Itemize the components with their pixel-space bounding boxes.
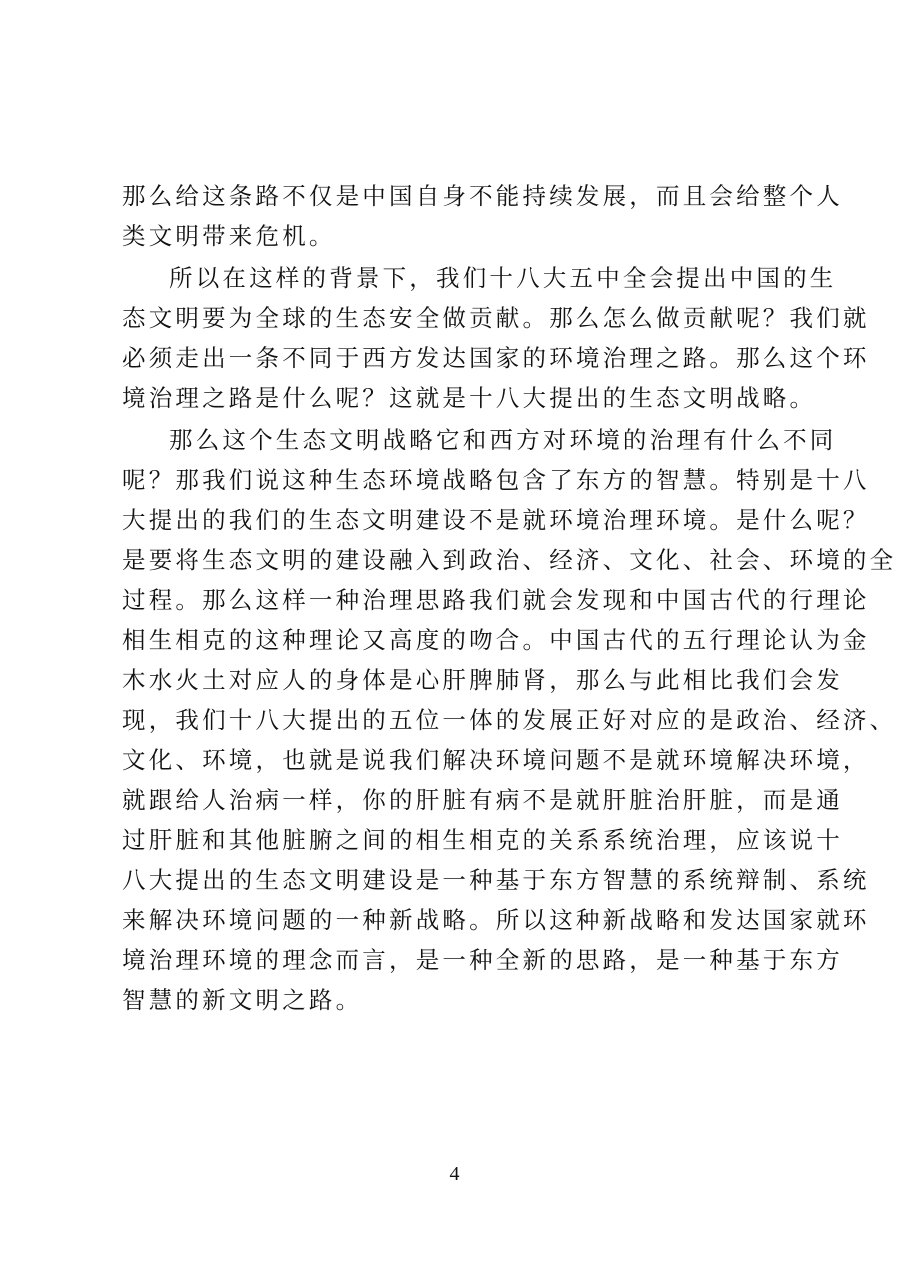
- text-line-3: 所以在这样的背景下，我们十八大五中全会提出中国的生: [169, 264, 837, 292]
- text-line-20: 境治理环境的理念而言，是一种全新的思路，是一种基于东方: [122, 946, 843, 974]
- text-line-12: 相生相克的这种理论又高度的吻合。中国古代的五行理论认为金: [122, 626, 870, 654]
- page-number: 4: [449, 1163, 460, 1185]
- text-line-6: 境治理之路是什么呢？这就是十八大提出的生态文明战略。: [122, 384, 817, 412]
- text-line-11: 过程。那么这样一种治理思路我们就会发现和中国古代的行理论: [122, 586, 870, 614]
- text-line-10: 是要将生态文明的建设融入到政治、经济、文化、社会、环境的全: [122, 546, 897, 574]
- body-text: [122, 176, 897, 1020]
- text-line-19: 来解决环境问题的一种新战略。所以这种新战略和发达国家就环: [122, 906, 870, 934]
- text-line-7: 那么这个生态文明战略它和西方对环境的治理有什么不同: [169, 426, 837, 454]
- text-line-21: 智慧的新文明之路。: [122, 986, 363, 1014]
- text-line-5: 必须走出一条不同于西方发达国家的环境治理之路。那么这个环: [122, 344, 870, 372]
- text-line-9: 大提出的我们的生态文明建设不是就环境治理环境。是什么呢？: [122, 506, 870, 534]
- text-line-2: 类文明带来危机。: [122, 222, 336, 250]
- text-line-15: 文化、环境，也就是说我们解决环境问题不是就环境解决环境，: [122, 746, 870, 774]
- text-line-18: 八大提出的生态文明建设是一种基于东方智慧的系统辩制、系统: [122, 866, 870, 894]
- text-line-4: 态文明要为全球的生态安全做贡献。那么怎么做贡献呢？我们就: [122, 304, 870, 332]
- text-line-1: 那么给这条路不仅是中国自身不能持续发展，而且会给整个人: [122, 182, 843, 210]
- text-line-16: 就跟给人治病一样，你的肝脏有病不是就肝脏治肝脏，而是通: [122, 786, 843, 814]
- text-line-13: 木水火土对应人的身体是心肝脾肺肾，那么与此相比我们会发: [122, 666, 843, 694]
- text-line-14: 现，我们十八大提出的五位一体的发展正好对应的是政治、经济、: [122, 706, 897, 734]
- text-line-8: 呢？那我们说这种生态环境战略包含了东方的智慧。特别是十八: [122, 466, 870, 494]
- text-line-17: 过肝脏和其他脏腑之间的相生相克的关系系统治理，应该说十: [122, 826, 843, 854]
